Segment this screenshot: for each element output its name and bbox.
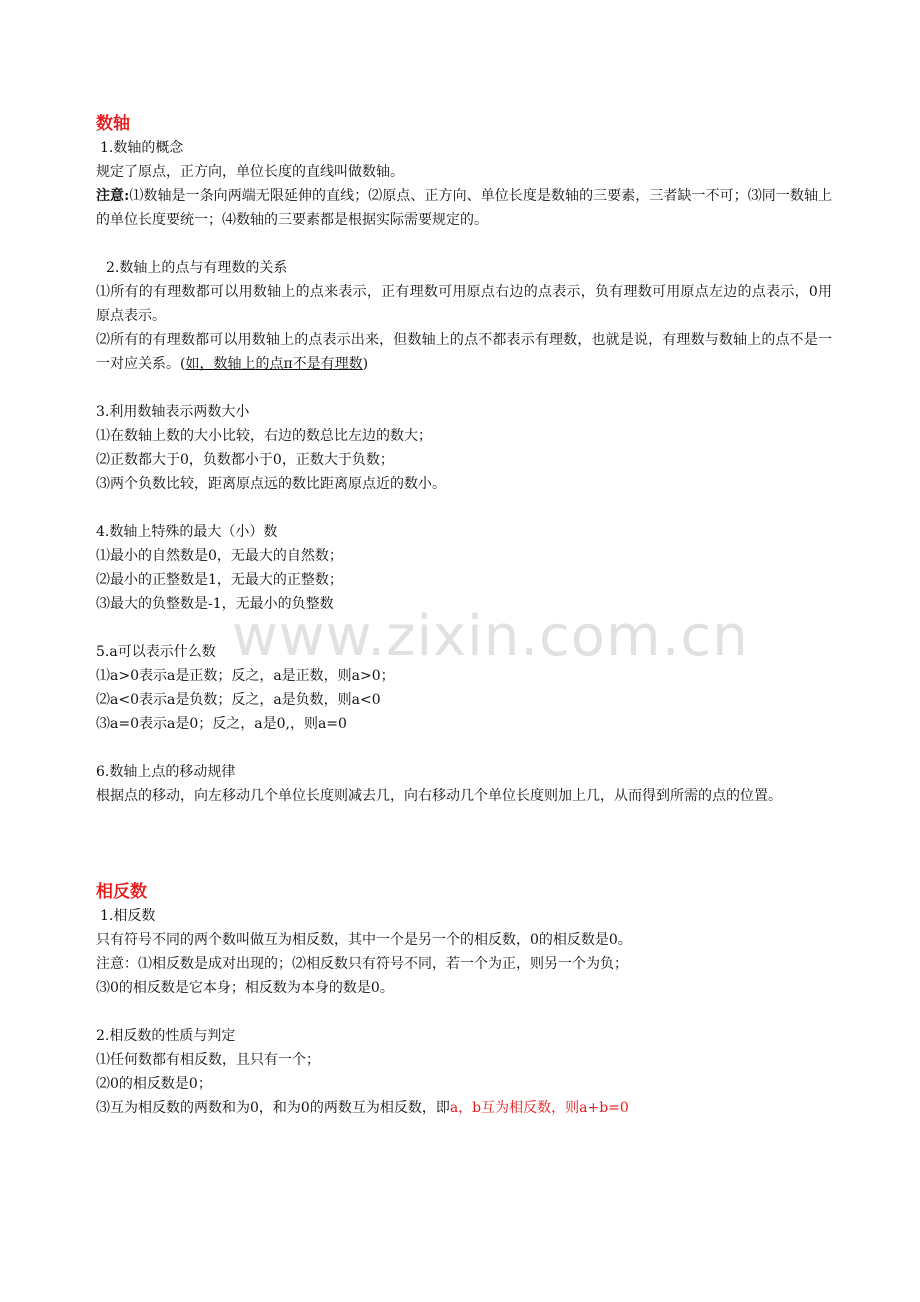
paragraph-1-2-1: ⑴所有的有理数都可以用数轴上的点来表示，正有理数可用原点右边的点表示，负有理数可用原点左边的点表示，0用原点表示。 bbox=[96, 284, 832, 324]
paragraph-1-2-2 bbox=[96, 328, 832, 376]
list-item-text: ⑶互为相反数的两数和为0，和为0的两数互为相反数，即 bbox=[96, 1100, 450, 1116]
document-page bbox=[96, 112, 832, 1120]
heading-1-1: 1.数轴的概念 bbox=[100, 140, 184, 156]
list-item: ⑴在数轴上数的大小比较，右边的数总比左边的数大； bbox=[96, 428, 432, 444]
definition-text: 只有符号不同的两个数叫做互为相反数，其中一个是另一个的相反数，0的相反数是0。 bbox=[96, 932, 632, 948]
heading-1-4: 4.数轴上特殊的最大（小）数 bbox=[96, 524, 278, 540]
list-item: ⑴a>0表示a是正数；反之，a是正数，则a>0； bbox=[96, 668, 395, 684]
closing-paren: ) bbox=[362, 356, 369, 372]
heading-1-5: 5.a可以表示什么数 bbox=[96, 644, 216, 660]
list-item bbox=[96, 1096, 832, 1120]
definition-text: 规定了原点，正方向，单位长度的直线叫做数轴。 bbox=[96, 164, 404, 180]
section-title-number-line: 数轴 bbox=[96, 114, 130, 134]
highlighted-conclusion: a，b互为相反数，则a+b=0 bbox=[449, 1100, 629, 1116]
list-item: ⑵a<0表示a是负数；反之，a是负数，则a<0 bbox=[96, 692, 381, 708]
list-item: ⑵正数都大于0，负数都小于0，正数大于负数； bbox=[96, 452, 394, 468]
list-item: ⑶两个负数比较，距离原点远的数比距离原点近的数小。 bbox=[96, 476, 446, 492]
watermark: www.zixin.com.cn bbox=[232, 604, 749, 669]
section-title-opposite-numbers: 相反数 bbox=[96, 882, 147, 902]
list-item: ⑴最小的自然数是0，无最大的自然数； bbox=[96, 548, 343, 564]
paragraph-text: ⑵所有的有理数都可以用数轴上的点表示出来，但数轴上的点不都表示有理数，也就是说，有理数与数轴上的点不是一一对应关系。( bbox=[96, 332, 832, 372]
heading-2-2: 2.相反数的性质与判定 bbox=[96, 1028, 236, 1044]
list-item: ⑵最小的正整数是1，无最大的正整数； bbox=[96, 572, 343, 588]
heading-1-3: 3.利用数轴表示两数大小 bbox=[96, 404, 250, 420]
note-line: 注意：⑴相反数是成对出现的；⑵相反数只有符号不同，若一个为正，则另一个为负； bbox=[96, 956, 628, 972]
list-item: ⑶a=0表示a是0；反之，a是0,，则a=0 bbox=[96, 716, 347, 732]
note-text: ⑴数轴是一条向两端无限延伸的直线；⑵原点、正方向、单位长度是数轴的三要素，三者缺一不可；⑶同一数轴上的单位长度要统一；⑷数轴的三要素都是根据实际需要规定的。 bbox=[96, 188, 832, 228]
movement-rule-text: 根据点的移动，向左移动几个单位长度则减去几，向右移动几个单位长度则加上几，从而得到所需的点的位置。 bbox=[96, 788, 782, 804]
note-paragraph bbox=[96, 184, 832, 232]
heading-1-6: 6.数轴上点的移动规律 bbox=[96, 764, 236, 780]
underlined-example: 如，数轴上的点π不是有理数 bbox=[185, 356, 363, 372]
note-label: 注意: bbox=[96, 188, 130, 204]
list-item: ⑴任何数都有相反数，且只有一个； bbox=[96, 1052, 320, 1068]
heading-2-1: 1.相反数 bbox=[100, 908, 156, 924]
list-item: ⑶最大的负整数是-1，无最小的负整数 bbox=[96, 596, 334, 612]
list-item: ⑵0的相反数是0； bbox=[96, 1076, 212, 1092]
note-line: ⑶0的相反数是它本身；相反数为本身的数是0。 bbox=[96, 980, 394, 996]
heading-1-2: 2.数轴上的点与有理数的关系 bbox=[106, 260, 288, 276]
